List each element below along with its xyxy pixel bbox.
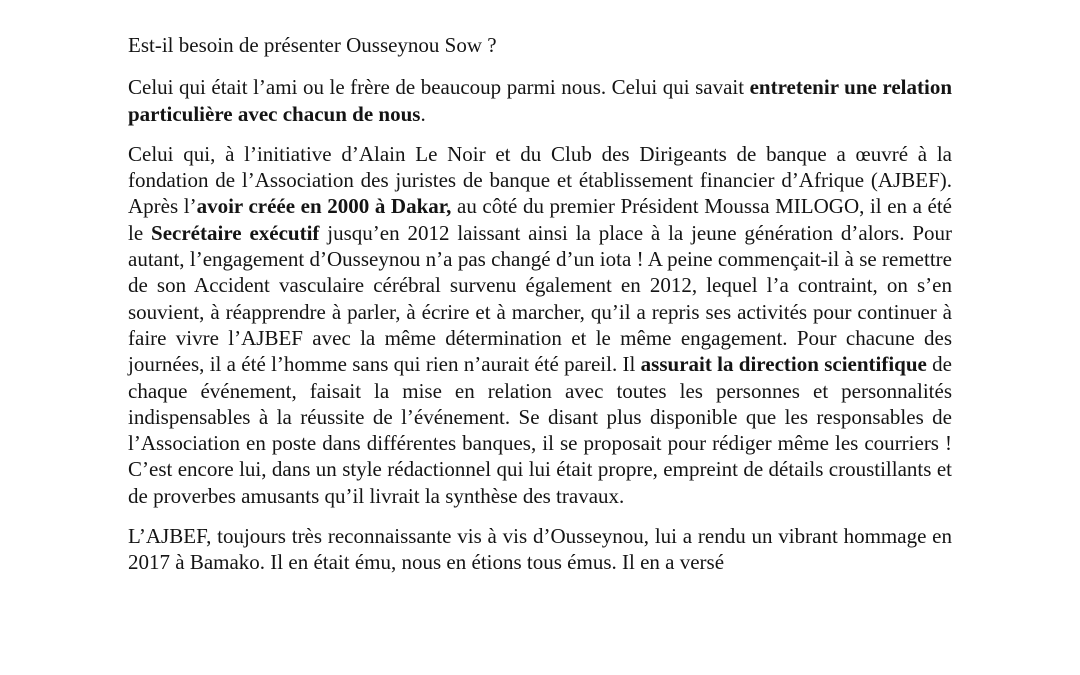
- paragraph-3-text-2: au côté du premier Président Moussa MILOGO, il en a été le: [128, 194, 953, 245]
- paragraph-3-bold-1: avoir créée en 2000 à Dakar,: [196, 194, 452, 219]
- paragraph-1: [128, 32, 952, 58]
- paragraph-4-text: L’AJBEF, toujours très reconnaissante vis à vis d’Ousseynou, lui a rendu un vibrant hommage en 2017 à Bamako. Il en était ému, nous en étions tous émus. Il en a versé: [128, 524, 952, 575]
- paragraph-3-text-4: de chaque événement, faisait la mise en relation avec toutes les personnes et personnalités indispensables à la réussite de l’événement. Se disant plus disponible que les responsables de l’Association en poste dans différentes banques, il se proposait pour rédiger même les courriers ! C’est encore lui, dans un style rédactionnel qui lui était propre, empreint de détails croustillants et de proverbes amusants qu’il livrait la synthèse des travaux.: [128, 352, 953, 508]
- paragraph-2: [128, 74, 952, 127]
- paragraph-2-text-1: Celui qui était l’ami ou le frère de beaucoup parmi nous. Celui qui savait: [128, 75, 750, 100]
- paragraph-3: [128, 141, 952, 509]
- paragraph-3-text-3: jusqu’en 2012 laissant ainsi la place à la jeune génération d’alors. Pour autant, l’engagement d’Ousseynou n’a pas changé d’un iota ! A peine commençait-il à se remettre de son Accident vasculaire cérébral survenu également en 2012, lequel l’a contraint, on s’en souvient, à réapprendre à parler, à écrire et à marcher, qu’il a repris ses activités pour continuer à faire vivre l’AJBEF avec la même détermination et le même engagement. Pour chacune des journées, il a été l’homme sans qui rien n’aurait été pareil. Il: [128, 220, 953, 377]
- paragraph-3-text-1: Celui qui, à l’initiative d’Alain Le Noir et du Club des Dirigeants de banque a œuvré à la fondation de l’Association des juristes de banque et établissement financier d’Afrique (AJBEF). Après l’: [128, 141, 952, 219]
- document-page: [128, 32, 952, 590]
- paragraph-3-bold-2: Secrétaire exécutif: [151, 220, 320, 245]
- paragraph-4: [128, 523, 952, 576]
- paragraph-3-bold-3: assurait la direction scientifique: [640, 352, 927, 377]
- paragraph-2-text-2: .: [420, 101, 426, 126]
- paragraph-2-bold-1: entretenir une relation particulière avec chacun de nous: [128, 75, 952, 126]
- paragraph-1-text: Est-il besoin de présenter Ousseynou Sow ?: [128, 33, 497, 57]
